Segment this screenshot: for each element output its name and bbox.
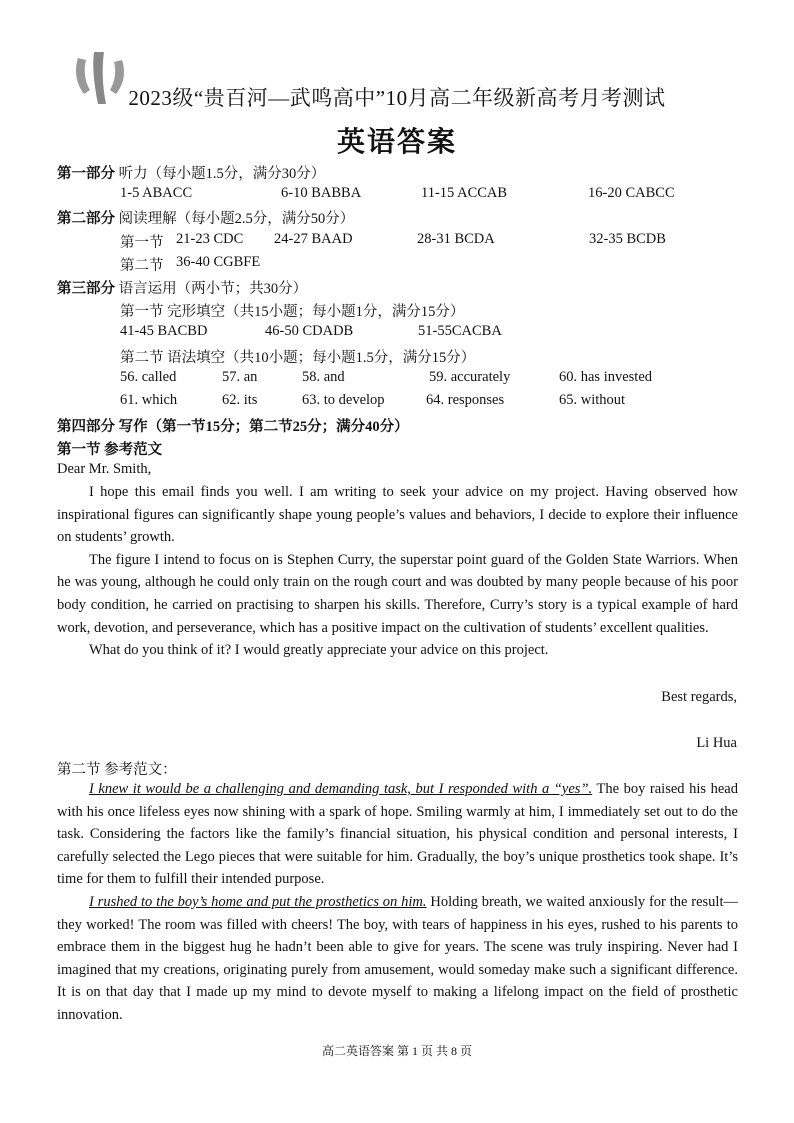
part3-answer: 51-55CACBA [418, 323, 502, 339]
part1-header [57, 162, 325, 183]
continuation-writing [57, 778, 738, 1027]
part3-header [57, 277, 307, 298]
part2-answer: 24-27 BAAD [274, 231, 353, 247]
part3-s1-title: 第一节 完形填空（共15小题；每小题1分，满分15分） [120, 304, 465, 320]
grammar-answer: 58. and [302, 369, 345, 385]
letter-signature: Li Hua [696, 735, 737, 751]
grammar-answer: 64. responses [426, 392, 505, 408]
letter-greeting: Dear Mr. Smith, [57, 461, 152, 477]
part2-answer: 28-31 BCDA [417, 231, 495, 247]
story-text: The boy raised his head with his once lifeless eyes now shining with a spark of hope. Smiling warmly at him, I immediately set out to do the task. Considering the factors like the family’s financial situation, his physical condition and personal interests, I carefully selected the Lego pieces that were suitable for him. Gradually, the boy’s unique prosthetics took shape. It’s time for them to fulfill their intended purpose. [57, 781, 738, 888]
story-paragraph [57, 891, 738, 1027]
part1-heading: 第一部分 [57, 166, 115, 182]
part1-answer: 11-15 ACCAB [421, 185, 508, 201]
grammar-answer: 59. accurately [429, 369, 511, 385]
part2-answer: 32-35 BCDB [589, 231, 666, 247]
part2-s2-answers: 36-40 CGBFE [176, 254, 261, 270]
part2-answer: 21-23 CDC [176, 231, 244, 247]
letter-paragraph: The figure I intend to focus on is Stephen Curry, the superstar point guard of the Golden State Warriors. When he was young, although he could only train on the rough court and was doubted by many people because of his poor body condition, he carried on practising to sharpen his skills. Therefore, Curry’s story is a typical example of hard work, devotion, and perseverance, which has a positive impact on the cultivation of students’ excellent qualities. [57, 551, 738, 636]
letter-paragraph: What do you think of it? I would greatly appreciate your advice on this project. [89, 642, 549, 659]
letter-body [57, 481, 738, 662]
part4-s2-heading: 第二节 参考范文： [57, 762, 177, 778]
letter-paragraph: I hope this email finds you well. I am writing to seek your advice on my project. Having observed how inspirational figures can significantly shape young people’s values and behaviors, I decide to explore their influence on students’ growth. [57, 484, 738, 546]
part2-header [57, 207, 354, 228]
letter-closing: Best regards, [661, 689, 737, 705]
grammar-answer: 57. an [222, 369, 258, 385]
document-subtitle: 英语答案 [336, 127, 457, 158]
part4-s1-heading: 第一节 参考范文 [57, 442, 163, 458]
document-title: 2023级“贵百河—武鸣高中”10月高二年级新高考月考测试 [128, 86, 666, 110]
page-footer: 高二英语答案 第 1 页 共 8 页 [321, 1044, 472, 1058]
part3-answer: 41-45 BACBD [120, 323, 208, 339]
part3-heading: 第三部分 [57, 281, 115, 297]
part4-heading: 第四部分 写作（第一节15分；第二节25分；满分40分） [57, 419, 409, 435]
first-sentence-prompt: I knew it would be a challenging and demanding task, but I responded with a “yes”. [89, 781, 593, 797]
grammar-answer: 63. to develop [302, 392, 385, 408]
part2-heading: 第二部分 [57, 211, 115, 227]
part2-s1-label: 第一节 [120, 235, 164, 251]
story-paragraph [57, 778, 738, 891]
grammar-answer: 56. called [120, 369, 177, 385]
first-sentence-prompt: I rushed to the boy’s home and put the prosthetics on him. [89, 893, 427, 910]
grammar-answer: 62. its [222, 392, 258, 408]
part2-s2-label: 第二节 [120, 258, 164, 274]
grammar-answer: 65. without [559, 392, 626, 408]
part1-answer: 16-20 CABCC [588, 185, 675, 201]
part3-s2-title: 第二节 语法填空（共10小题；每小题1.5分，满分15分） [120, 350, 476, 366]
grammar-answer: 60. has invested [559, 369, 653, 385]
part2-desc: 阅读理解（每小题2.5分，满分50分） [118, 211, 355, 227]
part1-answer: 6-10 BABBA [281, 185, 362, 201]
part1-answer: 1-5 ABACC [120, 185, 193, 201]
part3-answer: 46-50 CDADB [265, 323, 354, 339]
part1-desc: 听力（每小题1.5分，满分30分） [118, 166, 326, 182]
part3-desc: 语言运用（两小节；共30分） [118, 281, 308, 297]
story-text: Holding breath, we waited anxiously for the result—they worked! The room was filled with cheers! The boy, with tears of happiness in his eyes, rushed to his parents to embrace them in the biggest hug he hadn’t been able to give for years. The scene was truly inspiring. Never had I imagined that my creations, originating purely from amusement, would someday make such a significant difference. It is on that day that I made up my mind to devote myself to making a lifelong impact on the field of prosthetic innovation. [57, 893, 738, 1023]
grammar-answer: 61. which [120, 392, 178, 408]
